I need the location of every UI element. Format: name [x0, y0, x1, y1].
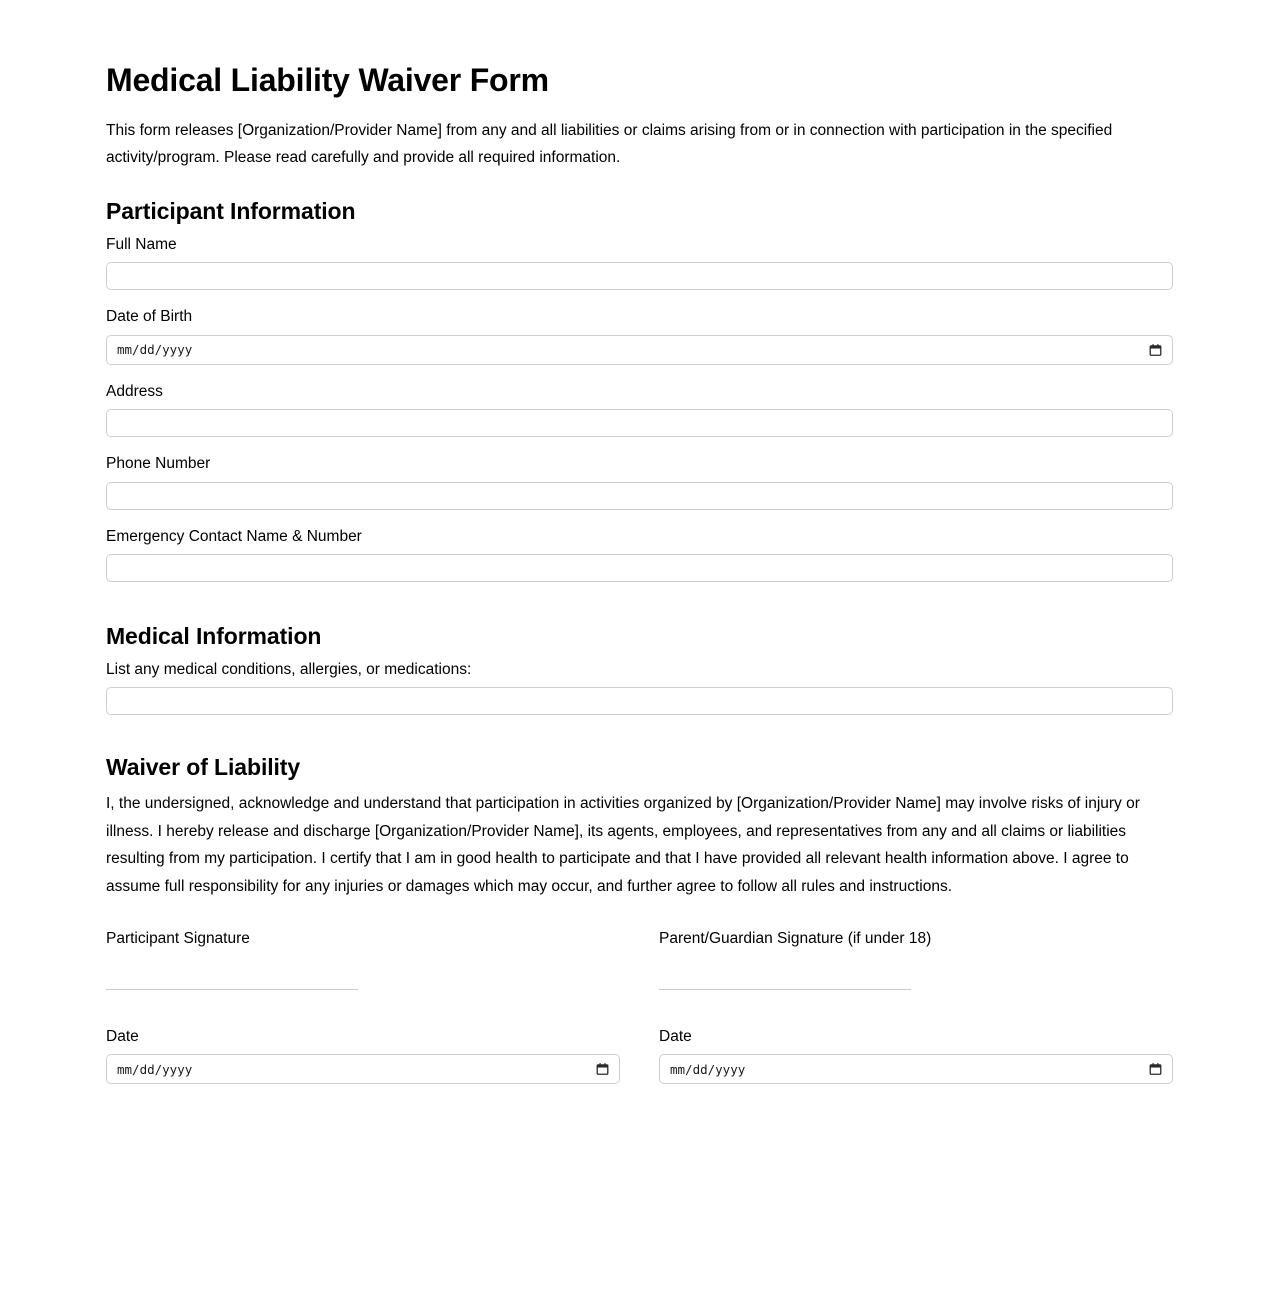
section-heading-waiver-of-liability: Waiver of Liability	[106, 754, 301, 781]
participant-date-input[interactable]	[106, 1054, 620, 1084]
signature-block-participant	[106, 928, 620, 1084]
waiver-body-text: I, the undersigned, acknowledge and understand that participation in activities organized by [Organization/Provider Name] may involve risks of injury or illness. I hereby release and discharge [Organization/Provider Name], its agents, employees, and representatives from any and all claims or liabilities resulting from my participation. I certify that I am in good health to participate and that I have provided all relevant health information above. I agree to assume full responsibility for any injuries or damages which may occur, and further agree to follow all rules and instructions.	[106, 795, 1140, 895]
label-participant-signature: Participant Signature	[106, 930, 250, 948]
field-address	[106, 381, 1172, 437]
label-parent-guardian-signature: Parent/Guardian Signature (if under 18)	[659, 930, 932, 948]
field-phone-number	[106, 453, 1172, 509]
label-full-name: Full Name	[106, 235, 177, 253]
label-date-of-birth: Date of Birth	[106, 308, 193, 326]
section-heading-medical-information: Medical Information	[106, 623, 322, 650]
field-medical-conditions	[106, 659, 1172, 715]
field-full-name	[106, 234, 1172, 290]
participant-date-placeholder: mm/dd/yyyy	[117, 1061, 193, 1077]
date-of-birth-input[interactable]	[106, 335, 1173, 365]
calendar-icon[interactable]	[1149, 343, 1162, 356]
parent-guardian-signature-line[interactable]	[659, 989, 911, 990]
emergency-contact-input[interactable]	[106, 554, 1173, 582]
label-phone-number: Phone Number	[106, 455, 211, 473]
label-medical-conditions: List any medical conditions, allergies, or medications:	[106, 660, 472, 678]
full-name-input[interactable]	[106, 262, 1173, 290]
section-heading-participant-information: Participant Information	[106, 198, 356, 225]
signature-block-parent-guardian	[659, 928, 1173, 1084]
date-of-birth-placeholder: mm/dd/yyyy	[117, 342, 193, 358]
parent-guardian-date-placeholder: mm/dd/yyyy	[670, 1061, 746, 1077]
medical-conditions-input[interactable]	[106, 687, 1173, 715]
participant-signature-line[interactable]	[106, 989, 358, 990]
phone-number-input[interactable]	[106, 482, 1173, 510]
calendar-icon[interactable]	[596, 1063, 609, 1076]
label-parent-guardian-date: Date	[659, 1027, 692, 1045]
field-date-of-birth	[106, 306, 1172, 364]
label-emergency-contact: Emergency Contact Name & Number	[106, 527, 362, 545]
form-intro-text: This form releases [Organization/Provider Name] from any and all liabilities or claims arising from or in connection with participation in the specified activity/program. Please read carefully and provide all required information.	[106, 121, 1113, 166]
field-emergency-contact	[106, 526, 1172, 582]
signature-row	[106, 928, 1172, 1084]
label-address: Address	[106, 382, 163, 400]
page-title: Medical Liability Waiver Form	[106, 62, 549, 98]
parent-guardian-date-input[interactable]	[659, 1054, 1173, 1084]
label-participant-date: Date	[106, 1027, 139, 1045]
calendar-icon[interactable]	[1149, 1063, 1162, 1076]
address-input[interactable]	[106, 409, 1173, 437]
